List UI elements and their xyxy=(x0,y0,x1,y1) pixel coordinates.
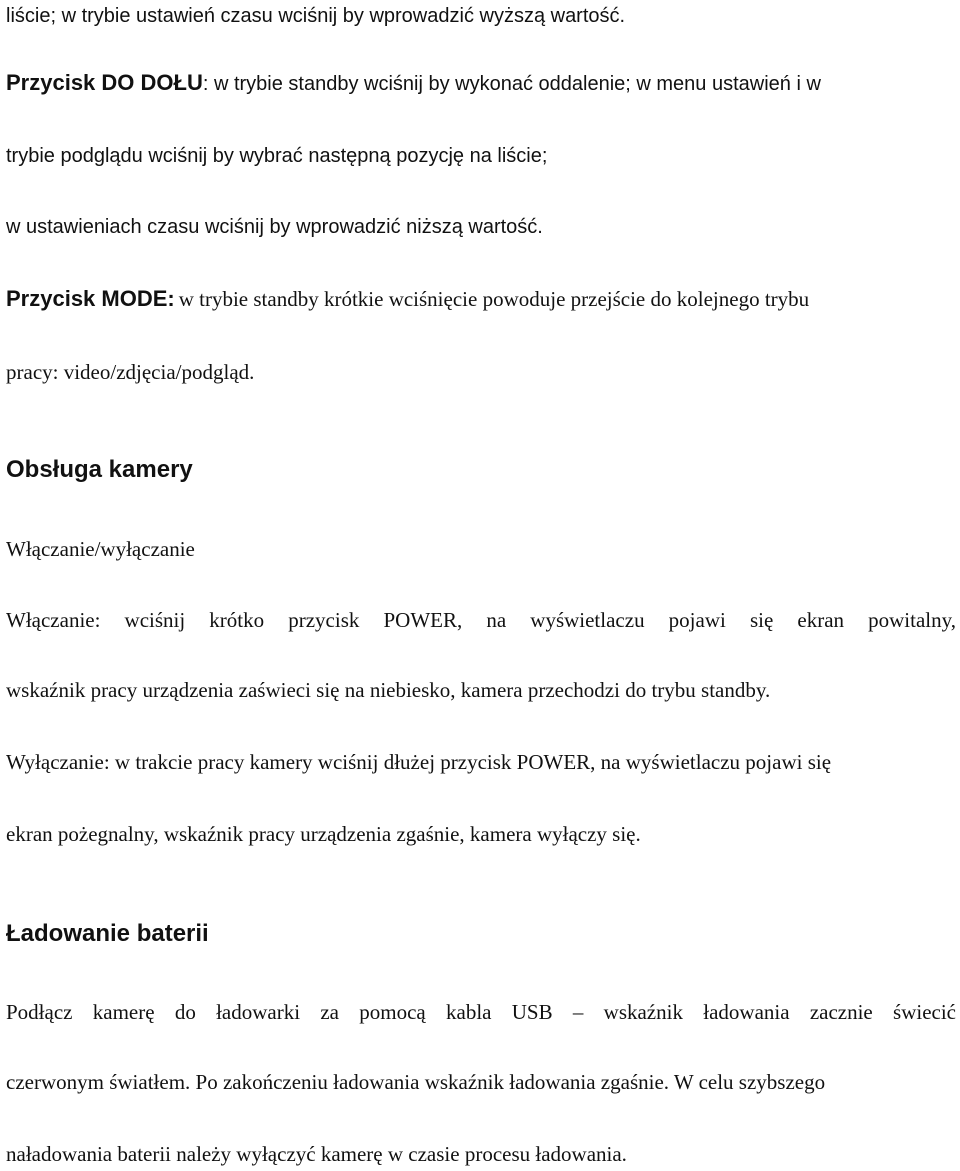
down-button-label: Przycisk DO DOŁU xyxy=(6,70,203,95)
down-button-description xyxy=(6,72,821,94)
down-button-text: : w trybie standby wciśnij by wykonać oddalenie; w menu ustawień i w xyxy=(202,73,821,95)
paragraph-line: pracy: video/zdjęcia/podgląd. xyxy=(6,360,255,384)
mode-button-text: w trybie standby krótkie wciśnięcie powoduje przejście do kolejnego trybu xyxy=(178,287,810,311)
power-off-line: Wyłączanie: w trakcie pracy kamery wciśnij dłużej przycisk POWER, na wyświetlaczu pojawi się xyxy=(6,750,832,774)
paragraph-line: w ustawieniach czasu wciśnij by wprowadzić niższą wartość. xyxy=(6,216,543,238)
battery-line: naładowania baterii należy wyłączyć kamerę w czasie procesu ładowania. xyxy=(6,1142,627,1166)
section-heading-battery: Ładowanie baterii xyxy=(6,920,209,947)
subheading-power: Włączanie/wyłączanie xyxy=(6,537,195,561)
mode-button-label: Przycisk MODE: xyxy=(6,286,175,311)
battery-line: czerwonym światłem. Po zakończeniu ładowania wskaźnik ładowania zgaśnie. W celu szybszego xyxy=(6,1070,826,1094)
power-on-line: wskaźnik pracy urządzenia zaświeci się na niebiesko, kamera przechodzi do trybu standby. xyxy=(6,678,771,702)
mode-button-description xyxy=(6,288,809,310)
power-off-line: ekran pożegnalny, wskaźnik pracy urządzenia zgaśnie, kamera wyłączy się. xyxy=(6,822,641,846)
section-heading-camera: Obsługa kamery xyxy=(6,456,193,483)
battery-line: Podłącz kamerę do ładowarki za pomocą kabla USB – wskaźnik ładowania zacznie świecić xyxy=(6,1000,956,1024)
power-on-line: Włączanie: wciśnij krótko przycisk POWER, na wyświetlaczu pojawi się ekran powitalny, xyxy=(6,608,956,632)
paragraph-line: trybie podglądu wciśnij by wybrać następną pozycję na liście; xyxy=(6,145,548,167)
paragraph-line: liście; w trybie ustawień czasu wciśnij by wprowadzić wyższą wartość. xyxy=(6,5,626,27)
